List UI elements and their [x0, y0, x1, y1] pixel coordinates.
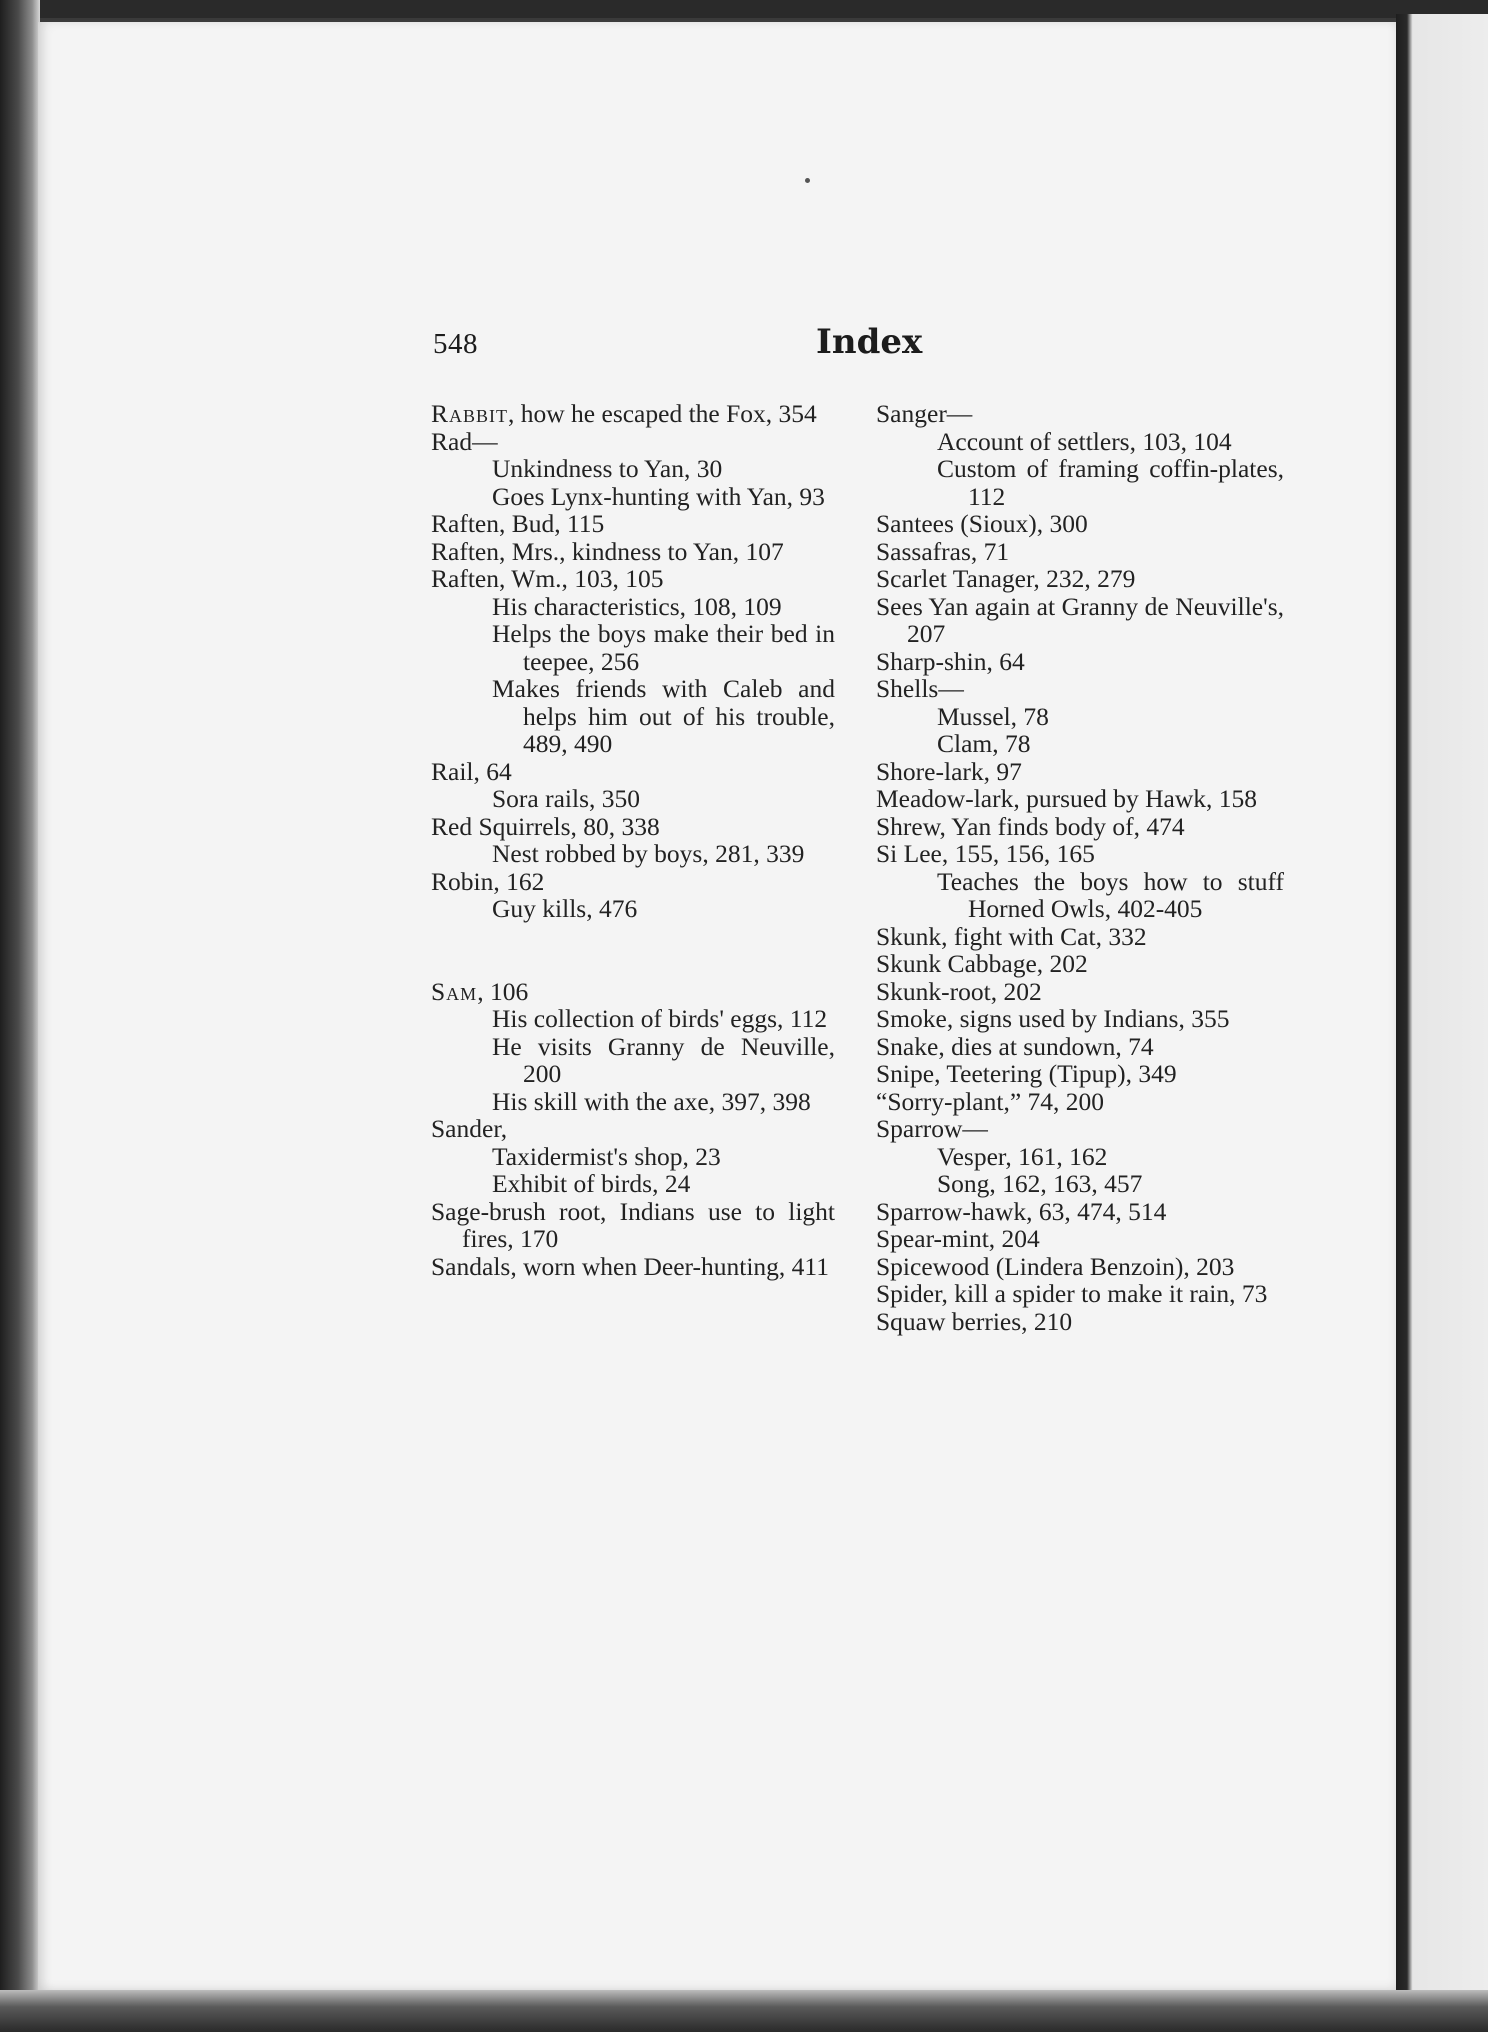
- index-subentry: Song, 162, 163, 457: [937, 1169, 1143, 1198]
- index-subentry: Unkindness to Yan, 30: [492, 454, 723, 483]
- entry-lead-word: Rabbit: [431, 399, 509, 428]
- index-entry: Shore-lark, 97: [876, 756, 1022, 786]
- index-entry: Raften, Mrs., kindness to Yan, 107: [431, 536, 784, 566]
- index-entry: Snipe, Teetering (Tipup), 349: [876, 1059, 1177, 1088]
- adjacent-page-edge: [1396, 14, 1488, 2004]
- ink-speck: [805, 178, 810, 183]
- index-entry: Smoke, signs used by Indians, 355: [876, 1004, 1230, 1033]
- index-subentry: Teaches the boys how to stuff Horned Owls, 402-405: [937, 866, 1284, 923]
- index-subentry: His skill with the axe, 397, 398: [492, 1086, 811, 1116]
- scan-bottom-border: [0, 1990, 1488, 2032]
- index-entry: Skunk-root, 202: [876, 976, 1042, 1006]
- section-gap: [431, 923, 835, 978]
- index-entry: Squaw berries, 210: [876, 1306, 1073, 1336]
- index-column-right: [876, 400, 1284, 1335]
- index-entry: Sander,: [431, 1114, 508, 1143]
- index-subentry: Account of settlers, 103, 104: [937, 426, 1232, 456]
- page-title: Index: [816, 322, 923, 362]
- index-entry: Meadow-lark, pursued by Hawk, 158: [876, 784, 1257, 813]
- index-entry: Spider, kill a spider to make it rain, 73: [876, 1279, 1268, 1308]
- page-number: 548: [433, 328, 478, 360]
- index-subentry: Sora rails, 350: [492, 784, 641, 813]
- scan-top-border: [0, 0, 1488, 18]
- index-entry: Sparrow—: [876, 1114, 988, 1143]
- index-entry: Red Squirrels, 80, 338: [431, 811, 660, 841]
- index-subentry: Goes Lynx-hunting with Yan, 93: [492, 481, 825, 511]
- index-subentry: Makes friends with Caleb and helps him out of his trouble, 489, 490: [492, 674, 835, 758]
- index-entry: Spicewood (Lindera Benzoin), 203: [876, 1251, 1235, 1281]
- index-entry: Snake, dies at sundown, 74: [876, 1031, 1154, 1061]
- index-entry: Sparrow-hawk, 63, 474, 514: [876, 1196, 1167, 1226]
- index-entry: Rad—: [431, 426, 498, 456]
- book-binding-edge: [0, 0, 40, 2032]
- index-subentry: Mussel, 78: [937, 701, 1049, 731]
- index-subentry: Taxidermist's shop, 23: [492, 1141, 721, 1171]
- index-entry: Shrew, Yan finds body of, 474: [876, 811, 1185, 841]
- entry-lead-word: Sam: [431, 976, 478, 1006]
- index-entry: Shells—: [876, 674, 964, 703]
- index-entry: Si Lee, 155, 156, 165: [876, 839, 1095, 868]
- index-entry: [431, 400, 835, 428]
- index-entry: Robin, 162: [431, 866, 545, 896]
- page-header: [433, 322, 1289, 372]
- index-entry: Sanger—: [876, 399, 973, 428]
- index-entry: Skunk, fight with Cat, 332: [876, 921, 1147, 951]
- entry-text: , 106: [477, 976, 529, 1006]
- index-subentry: Custom of framing coffin-plates, 112: [937, 454, 1284, 511]
- index-entry: “Sorry-plant,” 74, 200: [876, 1086, 1105, 1116]
- index-entry: Sandals, worn when Deer-hunting, 411: [431, 1251, 829, 1281]
- index-entry: [431, 978, 835, 1006]
- index-subentry: Nest robbed by boys, 281, 339: [492, 839, 805, 868]
- index-subentry: Clam, 78: [937, 729, 1031, 758]
- index-subentry: Vesper, 161, 162: [937, 1141, 1108, 1171]
- index-entry: Sassafras, 71: [876, 536, 1010, 566]
- index-subentry: Guy kills, 476: [492, 894, 638, 923]
- index-entry: Skunk Cabbage, 202: [876, 949, 1088, 978]
- index-entry: Spear-mint, 204: [876, 1224, 1040, 1253]
- index-column-left: [431, 400, 835, 1280]
- index-entry: Scarlet Tanager, 232, 279: [876, 564, 1136, 593]
- index-entry: Raften, Wm., 103, 105: [431, 564, 664, 593]
- index-entry: Santees (Sioux), 300: [876, 509, 1088, 538]
- index-subentry: Helps the boys make their bed in teepee, 256: [492, 619, 835, 676]
- index-subentry: Exhibit of birds, 24: [492, 1169, 691, 1198]
- entry-text: , how he escaped the Fox, 354: [508, 399, 817, 428]
- index-subentry: His characteristics, 108, 109: [492, 591, 782, 621]
- index-entry: Sees Yan again at Granny de Neuville's, 207: [876, 591, 1284, 648]
- index-entry: Sharp-shin, 64: [876, 646, 1025, 676]
- index-entry: Raften, Bud, 115: [431, 509, 605, 538]
- index-subentry: He visits Granny de Neuville, 200: [492, 1031, 835, 1088]
- index-entry: Rail, 64: [431, 756, 512, 786]
- index-subentry: His collection of birds' eggs, 112: [492, 1004, 828, 1033]
- index-entry: Sage-brush root, Indians use to light fires, 170: [431, 1196, 835, 1253]
